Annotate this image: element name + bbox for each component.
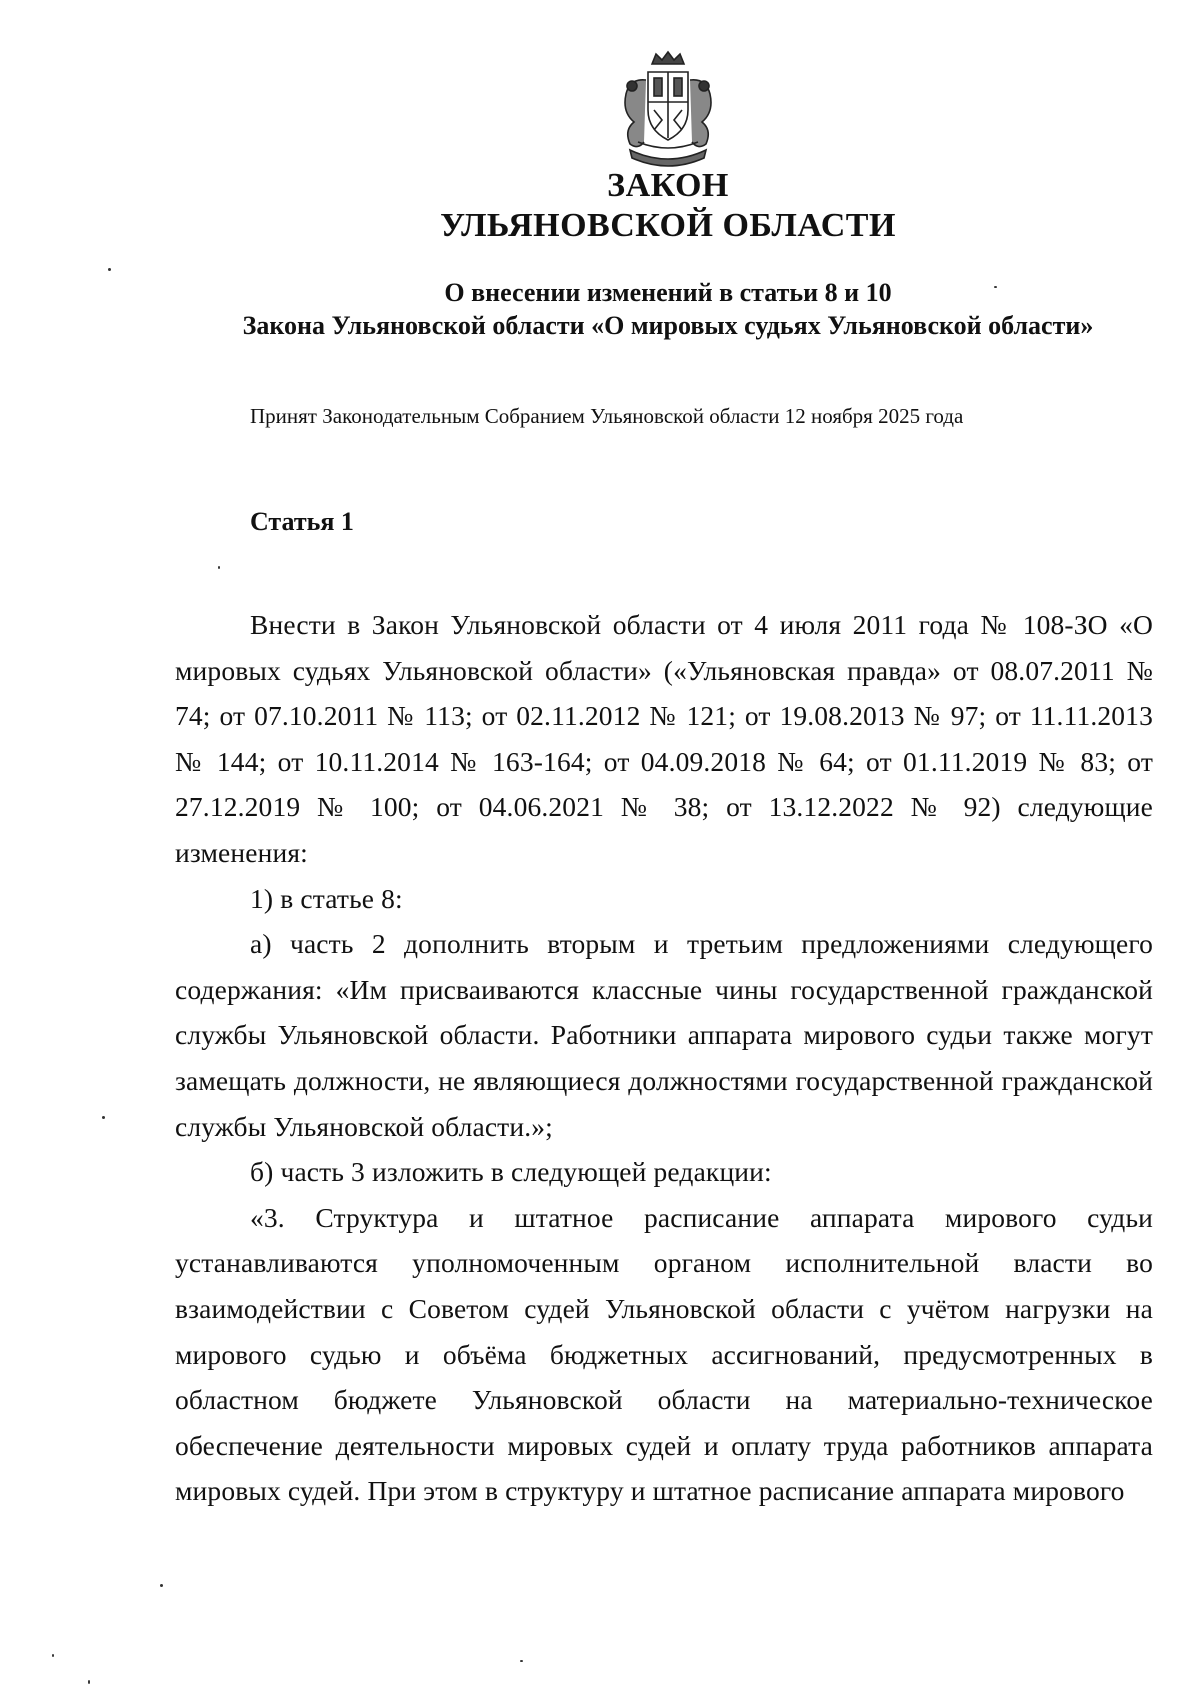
scan-speck — [108, 268, 111, 271]
paragraph: Внести в Закон Ульяновской области от 4 июля 2011 года № 108-ЗО «О мировых судьях Ульяновской области» («Ульяновская правда» от 08.07.2011 № 74; от 07.10.2011 № 113; от 02.11.2012 № 121; от 19.08.2013 № 97; от 11.11.2013 № 144; от 10.11.2014 № 163-164; от 04.09.2018 № 64; от 01.11.2019 № 83; от 27.12.2019 № 100; от 04.06.2021 № 38; от 13.12.2022 № 92) следующие изменения: — [175, 609, 1153, 868]
coat-of-arms-emblem — [604, 50, 732, 174]
adoption-note: Принят Законодательным Собранием Ульяновской области 12 ноября 2025 года — [250, 404, 964, 428]
article-heading: Статья 1 — [250, 507, 354, 536]
paragraph: «3. Структура и штатное расписание аппарата мирового судьи устанавливаются уполномоченным органом исполнительной власти во взаимодействии с Советом судей Ульяновской области с учётом нагрузки на мирового судью и объёма бюджетных ассигнований, предусмотренных в областном бюджете Ульяновской области на материально-техническое обеспечение деятельности мировых судей и оплату труда работников аппарата мировых судей. При этом в структуру и штатное расписание аппарата мирового — [175, 1201, 1153, 1507]
scan-speck — [994, 286, 997, 288]
scan-speck — [218, 566, 220, 569]
scan-speck — [102, 1116, 105, 1119]
paragraph: а) часть 2 дополнить вторым и третьим предложениями следующего содержания: «Им присваиваются классные чины государственной гражданской службы Ульяновской области. Работники аппарата мирового судьи также могут замещать должности, не являющиеся должностями государственной гражданской службы Ульяновской области.»; — [175, 928, 1153, 1142]
law-region: УЛЬЯНОВСКОЙ ОБЛАСТИ — [440, 207, 896, 244]
scan-speck — [520, 1660, 523, 1662]
law-subject-line-1: О внесении изменений в статьи 8 и 10 — [444, 278, 892, 307]
scan-speck — [52, 1654, 54, 1657]
scan-speck — [88, 1680, 90, 1684]
article-body — [175, 602, 1153, 1514]
paragraph: 1) в статье 8: — [250, 882, 403, 914]
scan-speck — [160, 1584, 163, 1587]
law-subject-line-2: Закона Ульяновской области «О мировых судьях Ульяновской области» — [242, 311, 1094, 340]
paragraph: б) часть 3 изложить в следующей редакции: — [250, 1156, 772, 1188]
law-title: ЗАКОН — [607, 167, 729, 204]
